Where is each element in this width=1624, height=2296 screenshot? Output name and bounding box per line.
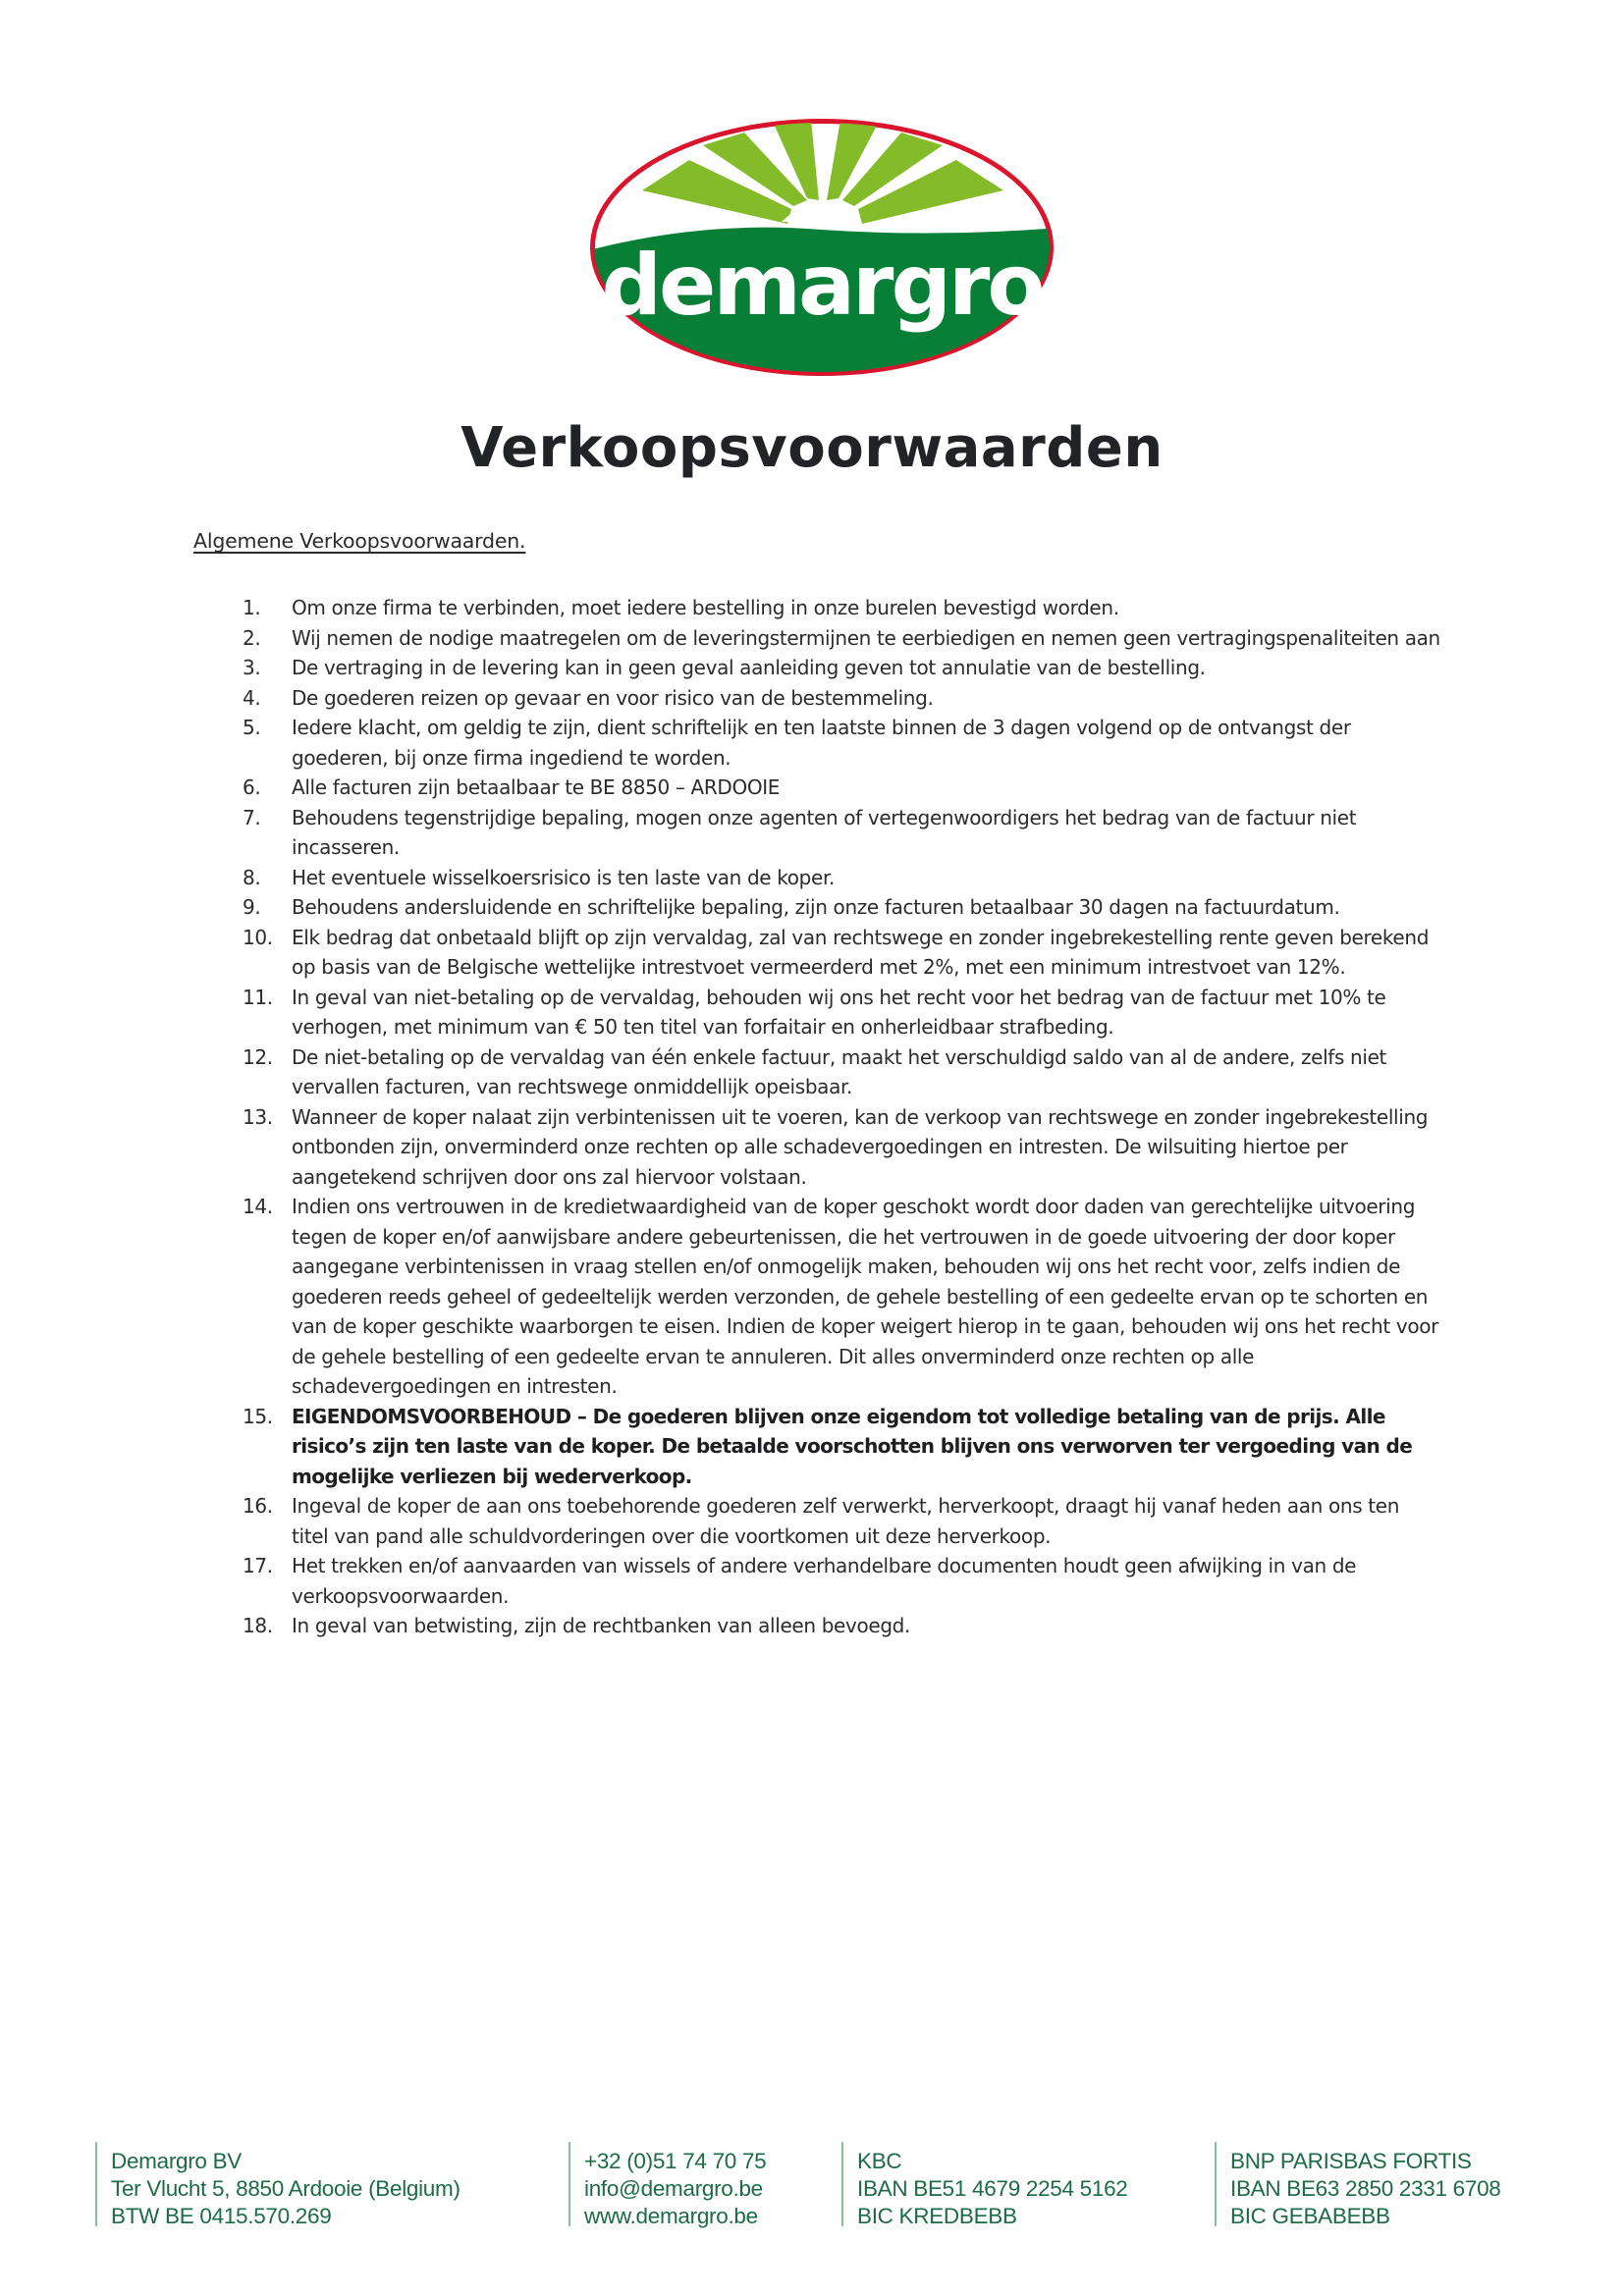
term-text: Wij nemen de nodige maatregelen om de leveringstermijnen te eerbiedigen en nemen geen vertragingspenaliteiten aan <box>292 625 1440 650</box>
contact-phone[interactable]: +32 (0)51 74 70 75 <box>584 2149 767 2173</box>
term-item <box>243 923 1440 983</box>
term-number: 10. <box>243 925 273 949</box>
term-text: Wanneer de koper nalaat zijn verbintenissen uit te voeren, kan de verkoop van rechtswege en zonder ingebrekestelling ontbonden zijn, onverminderd onze rechten op alle schadevergoedingen en intresten. De wilsuiting hiertoe per aangetekend schrijven door ons zal hiervoor volstaan. <box>292 1104 1429 1189</box>
bank-iban: IBAN BE63 2850 2331 6708 <box>1230 2176 1501 2201</box>
term-text: Het eventuele wisselkoersrisico is ten laste van de koper. <box>292 865 836 889</box>
term-number: 7. <box>243 805 261 829</box>
term-number: 4. <box>243 685 261 710</box>
footer-company <box>95 2142 460 2226</box>
page-title: Verkoopsvoorwaarden <box>460 416 1164 480</box>
term-text: In geval van betwisting, zijn de rechtbanken van alleen bevoegd. <box>292 1614 911 1637</box>
company-address: Ter Vlucht 5, 8850 Ardooie (Belgium) <box>111 2176 460 2201</box>
term-number: 1. <box>243 596 261 619</box>
bank-iban: IBAN BE51 4679 2254 5162 <box>857 2176 1128 2201</box>
term-item <box>243 1042 1440 1102</box>
term-number: 2. <box>243 625 261 650</box>
term-number: 11. <box>243 985 273 1009</box>
term-item <box>243 713 1440 773</box>
term-text: Behoudens tegenstrijdige bepaling, mogen onze agenten of vertegenwoordigers het bedrag van de factuur niet incasseren. <box>292 805 1357 859</box>
bank-name: BNP PARISBAS FORTIS <box>1230 2149 1472 2173</box>
term-item <box>243 892 1440 923</box>
term-number: 18. <box>243 1614 273 1637</box>
term-number: 6. <box>243 775 261 799</box>
company-name: Demargro BV <box>111 2149 242 2173</box>
term-text: In geval van niet-betaling op de vervaldag, behouden wij ons het recht voor het bedrag van de factuur met 10% te verhogen, met minimum van € 50 ten titel van forfaitair en onherleidbaar strafbeding. <box>292 985 1386 1039</box>
term-item <box>243 983 1440 1042</box>
term-number: 17. <box>243 1554 273 1577</box>
footer-bank-kbc <box>841 2142 1128 2226</box>
term-item <box>243 683 1440 714</box>
term-item <box>243 593 1440 623</box>
term-item <box>243 1102 1440 1193</box>
term-item <box>243 773 1440 803</box>
term-text: Elk bedrag dat onbetaald blijft op zijn vervaldag, zal van rechtswege en zonder ingebrekestelling rente geven berekend op basis van de Belgische wettelijke intrestvoet vermeerderd met 2%, met een minimum intrestvoet van 12%. <box>292 925 1430 979</box>
term-item <box>243 863 1440 893</box>
term-number: 16. <box>243 1494 273 1518</box>
contact-email[interactable]: info@demargro.be <box>584 2176 763 2201</box>
company-vat: BTW BE 0415.570.269 <box>111 2204 332 2228</box>
bank-bic: BIC KREDBEBB <box>857 2204 1017 2228</box>
term-text: De niet-betaling op de vervaldag van één enkele factuur, maakt het verschuldigd saldo van al de andere, zelfs niet vervallen facturen, van rechtswege onmiddellijk opeisbaar. <box>292 1044 1387 1098</box>
term-item <box>243 1491 1440 1551</box>
terms-list <box>243 593 1440 1641</box>
term-number: 8. <box>243 865 261 889</box>
term-item <box>243 1192 1440 1402</box>
bank-name: KBC <box>857 2149 902 2173</box>
term-number: 12. <box>243 1044 273 1069</box>
term-text: Alle facturen zijn betaalbaar te BE 8850 – ARDOOIE <box>292 775 781 799</box>
footer-bank-bnp <box>1215 2142 1501 2226</box>
term-item <box>243 1402 1440 1492</box>
term-number: 14. <box>243 1195 273 1218</box>
term-number: 9. <box>243 895 261 919</box>
bank-bic: BIC GEBABEBB <box>1230 2204 1390 2228</box>
section-heading: Algemene Verkoopsvoorwaarden. <box>193 529 526 553</box>
term-text: Ingeval de koper de aan ons toebehorende goederen zelf verwerkt, herverkoopt, draagt hij vanaf heden aan ons ten titel van pand alle schuldvorderingen over die voortkomen uit deze herverkoop. <box>292 1494 1400 1548</box>
footer-contact <box>568 2142 766 2226</box>
contact-website[interactable]: www.demargro.be <box>584 2204 758 2228</box>
term-text: EIGENDOMSVOORBEHOUD – De goederen blijven onze eigendom tot volledige betaling van de prijs. Alle risico’s zijn ten laste van de koper. De betaalde voorschotten blijven ons verworven ter vergoeding van de mogelijke verliezen bij wederverkoop. <box>292 1404 1413 1488</box>
term-text: Iedere klacht, om geldig te zijn, dient schriftelijk en ten laatste binnen de 3 dagen volgend op de ontvangst der goederen, bij onze firma ingediend te worden. <box>292 716 1351 770</box>
term-text: Indien ons vertrouwen in de kredietwaardigheid van de koper geschokt wordt door daden van gerechtelijke uitvoering tegen de koper en/of aanwijsbare andere gebeurtenissen, die het vertrouwen in de goede uitvoering der door koper aangegane verbintenissen in vraag stellen en/of onmogelijk maken, behouden wij ons het recht voor, zelfs indien de goederen reeds geheel of gedeeltelijk werden verzonden, de gehele bestelling of een gedeelte ervan op te schorten en van de koper geschikte waarborgen te eisen. Indien de koper weigert hierop in te gaan, behouden wij ons het recht voor de gehele bestelling of een gedeelte ervan te annuleren. Dit alles onverminderd onze rechten op alle schadevergoedingen en intresten. <box>292 1195 1438 1398</box>
term-item <box>243 653 1440 683</box>
term-item <box>243 803 1440 863</box>
term-text: Het trekken en/of aanvaarden van wissels of andere verhandelbare documenten houdt geen afwijking in van de verkoopsvoorwaarden. <box>292 1554 1357 1608</box>
term-item <box>243 1551 1440 1611</box>
term-item <box>243 623 1440 654</box>
term-text: De goederen reizen op gevaar en voor risico van de bestemmeling. <box>292 685 934 710</box>
logo-wordmark: demargro <box>601 237 1043 335</box>
term-item <box>243 1611 1440 1641</box>
term-text: Behoudens andersluidende en schriftelijke bepaling, zijn onze facturen betaalbaar 30 dagen na factuurdatum. <box>292 895 1340 919</box>
term-number: 15. <box>243 1404 273 1428</box>
demargro-logo <box>585 114 1058 381</box>
term-number: 13. <box>243 1104 273 1129</box>
term-number: 3. <box>243 656 261 679</box>
term-number: 5. <box>243 716 261 739</box>
term-text: De vertraging in de levering kan in geen geval aanleiding geven tot annulatie van de bestelling. <box>292 656 1206 679</box>
footer <box>0 2142 1624 2230</box>
term-text: Om onze firma te verbinden, moet iedere bestelling in onze burelen bevestigd worden. <box>292 596 1119 619</box>
